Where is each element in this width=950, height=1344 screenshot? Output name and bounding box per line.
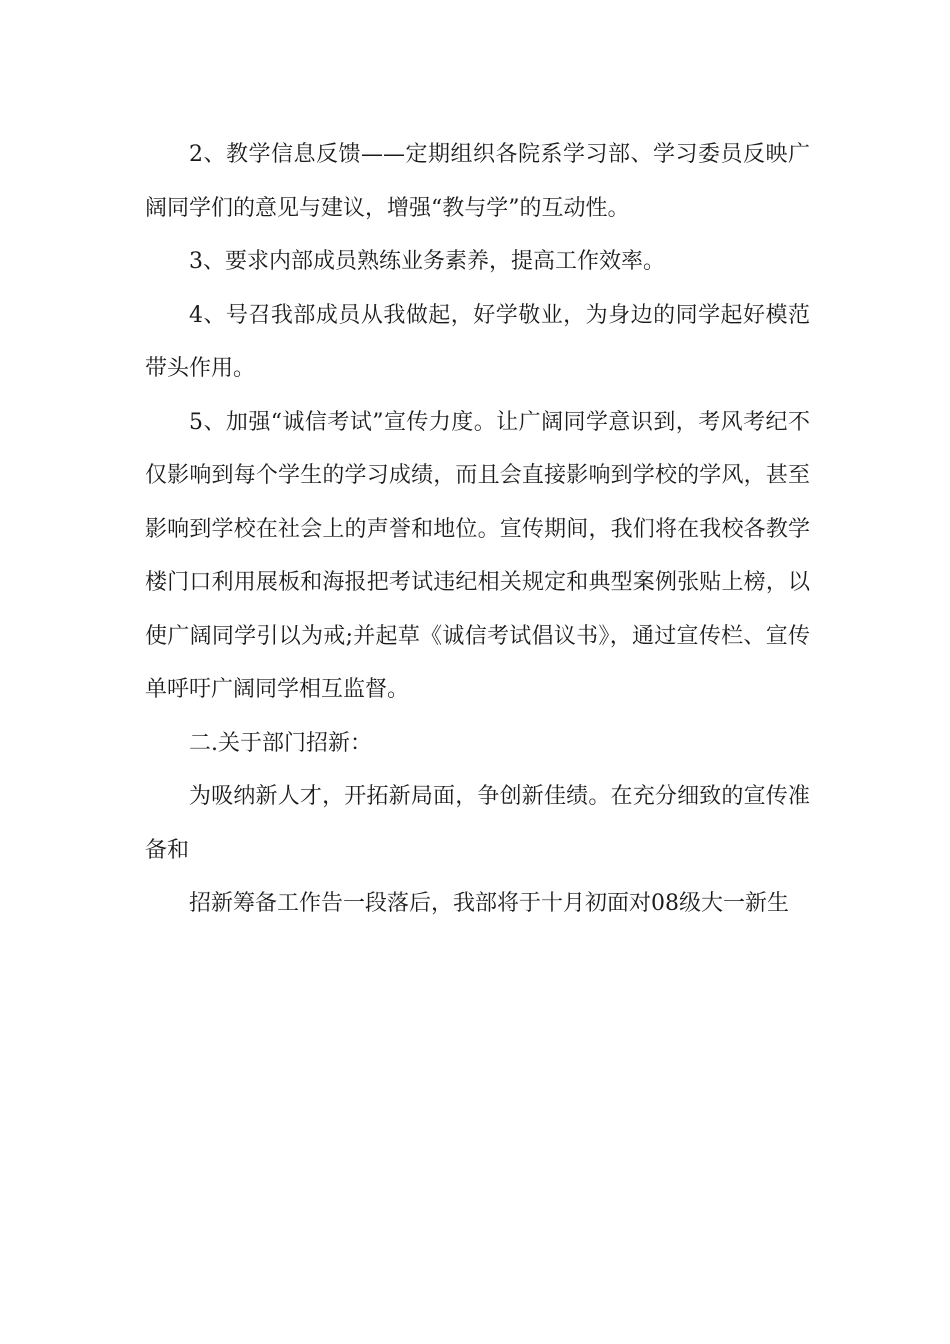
paragraph-lead-by-example: 4、号召我部成员从我做起，好学敬业，为身边的同学起好模范带头作用。 xyxy=(145,302,810,381)
paragraph-recruitment-plan: 招新筹备工作告一段落后，我部将于十月初面对08级大一新生 xyxy=(189,891,789,916)
paragraph-teaching-feedback: 2、教学信息反馈——定期组织各院系学习部、学习委员反映广阔同学们的意见与建议，增强“教与学”的互动性。 xyxy=(145,142,810,221)
section-heading-recruitment: 二.关于部门招新： xyxy=(189,730,372,756)
paragraph-honest-exam: 5、加强“诚信考试”宣传力度。让广阔同学意识到，考风考纪不仅影响到每个学生的学习成绩，而且会直接影响到学校的学风，甚至影响到学校在社会上的声誉和地位。宣传期间，我们将在我校各教学楼门口利用展板和海报把考试违纪相关规定和典型案例张贴上榜，以使广阔同学引以为戒;并起草《诚信考试倡议书》，通过宣传栏、宣传单呼吁广阔同学相互监督。 xyxy=(145,409,810,702)
document-body xyxy=(145,128,810,931)
paragraph-member-skills: 3、要求内部成员熟练业务素养，提高工作效率。 xyxy=(189,249,665,274)
paragraph-recruitment-intro: 为吸纳新人才，开拓新局面，争创新佳绩。在充分细致的宣传准备和 xyxy=(145,784,810,863)
